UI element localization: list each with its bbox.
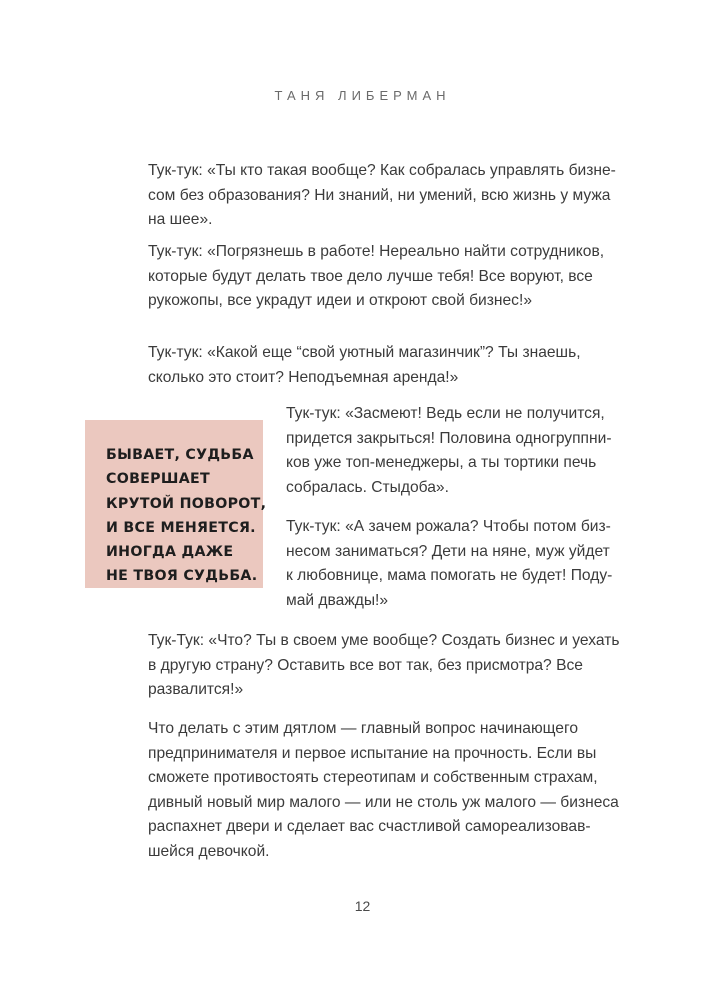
text-line: сколько это стоит? Неподъемная аренда!» (148, 368, 459, 386)
text-line: собралась. Стыдоба». (286, 478, 449, 496)
pull-quote-line: И ВСЕ МЕНЯЕТСЯ. (106, 519, 256, 536)
text-line: которые будут делать твое дело лучше тебя! Все воруют, все (148, 267, 593, 285)
text-line: дивный новый мир малого — или не столь уж малого — бизнеса (148, 793, 619, 811)
text-line: предпринимателя и первое испытание на прочность. Если вы (148, 744, 597, 762)
running-header-author: ТАНЯ ЛИБЕРМАН (274, 88, 451, 103)
text-line: на шее». (148, 211, 213, 228)
paragraph-4 (286, 402, 612, 500)
text-line: Что делать с этим дятлом — главный вопрос начинающего (148, 720, 578, 737)
pull-quote-text (106, 443, 267, 589)
pull-quote-line: БЫВАЕТ, СУДЬБА (106, 447, 254, 463)
text-line: Тук-тук: «Ты кто такая вообще? Как собралась управлять бизне- (148, 162, 616, 179)
text-line: сможете противостоять стереотипам и собственным страхам, (148, 769, 598, 786)
paragraph-3 (148, 341, 581, 390)
text-line: Тук-тук: «А зачем рожала? Чтобы потом биз- (286, 518, 611, 535)
text-line: распахнет двери и сделает вас счастливой самореализовав- (148, 818, 591, 835)
text-line: Тук-Тук: «Что? Ты в своем уме вообще? Создать бизнес и уехать (148, 632, 620, 649)
text-line: шейся девочкой. (148, 842, 270, 860)
page-number: 12 (354, 898, 371, 914)
pull-quote-line: КРУТОЙ ПОВОРОТ, (106, 495, 267, 512)
text-line: к любовнице, мама помогать не будет! Поду- (286, 567, 613, 584)
text-line: придется закрыться! Половина одногруппни- (286, 429, 612, 447)
text-line: в другую страну? Оставить все вот так, без присмотра? Все (148, 656, 583, 674)
paragraph-7 (148, 717, 619, 864)
text-line: сом без образования? Ни знаний, ни умений, всю жизнь у мужа (148, 186, 611, 204)
text-line: развалится!» (148, 681, 244, 698)
text-line: Тук-тук: «Засмеют! Ведь если не получится, (286, 405, 605, 422)
text-line: ков уже топ-менеджеры, а ты тортики печь (286, 454, 597, 471)
paragraph-1 (148, 159, 616, 233)
paragraph-2 (148, 240, 605, 314)
pull-quote-line: ИНОГДА ДАЖЕ (106, 544, 234, 561)
paragraph-6 (148, 629, 620, 703)
text-line: несом заниматься? Дети на няне, муж уйдет (286, 542, 610, 560)
text-line: Тук-тук: «Погрязнешь в работе! Нереально найти сотрудников, (148, 243, 605, 260)
pull-quote-line: НЕ ТВОЯ СУДЬБА. (106, 568, 258, 585)
paragraph-5 (286, 515, 613, 613)
text-line: май дважды!» (286, 591, 389, 609)
text-line: рукожопы, все украдут идеи и откроют свой бизнес!» (148, 292, 532, 309)
pull-quote-line: СОВЕРШАЕТ (106, 471, 210, 488)
text-line: Тук-тук: «Какой еще “свой уютный магазинчик”? Ты знаешь, (148, 344, 581, 361)
pull-quote-box (85, 420, 267, 588)
